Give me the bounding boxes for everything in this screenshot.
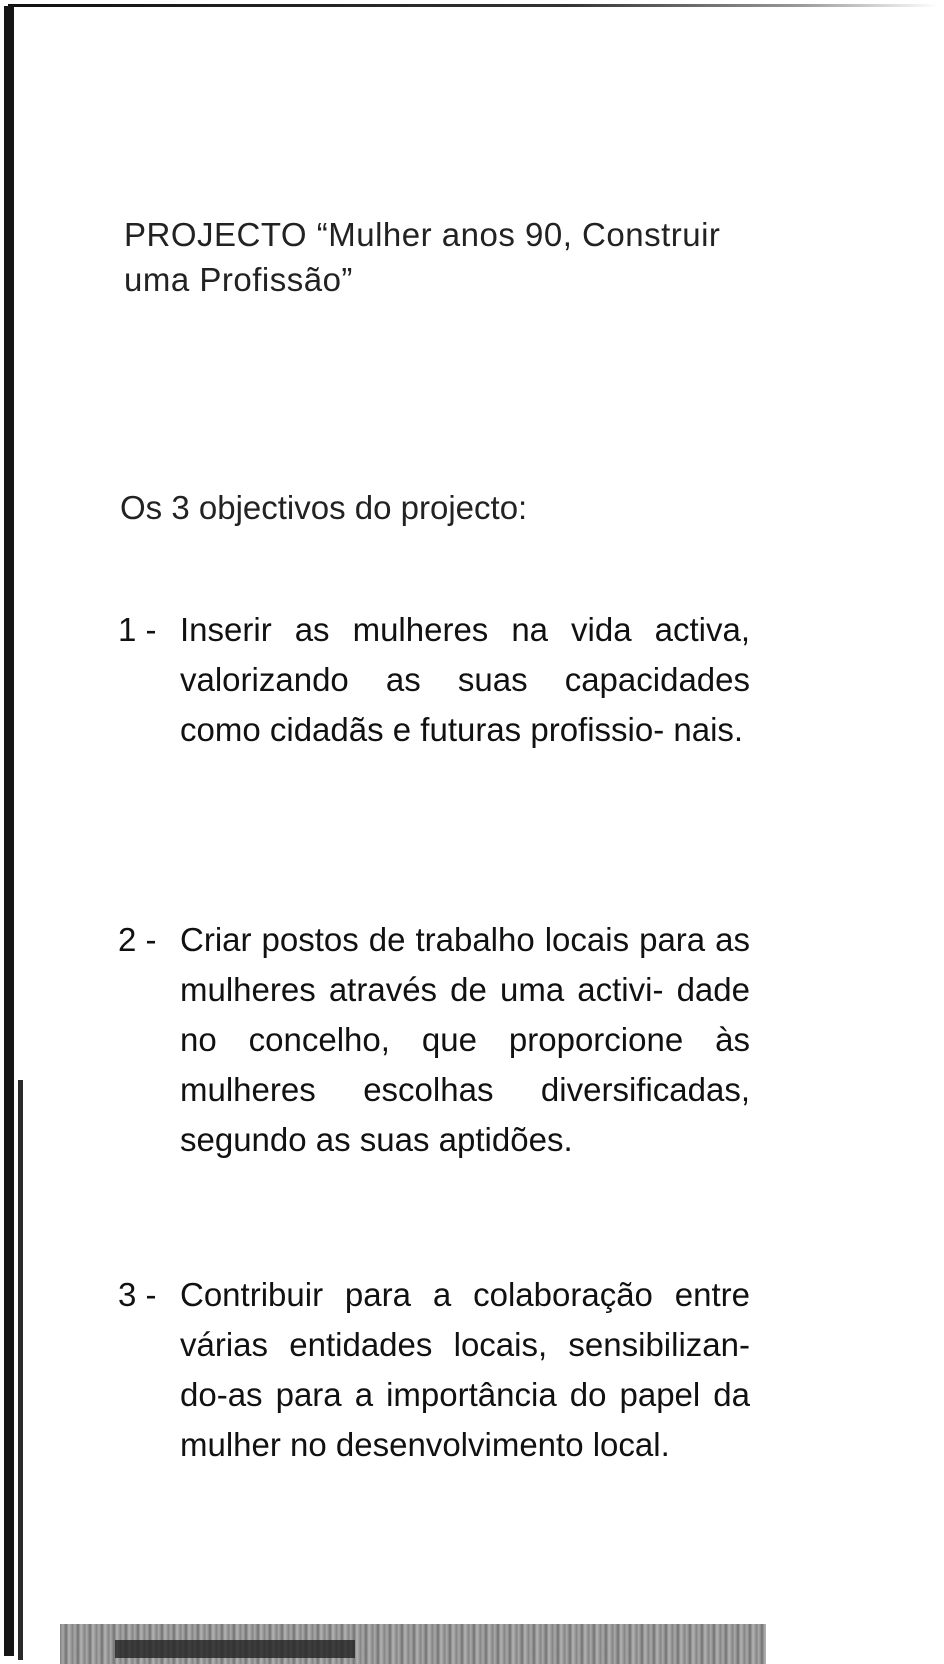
objective-item-1 [118,605,758,755]
objective-number: 3 - [118,1276,157,1313]
top-border-line [8,4,938,7]
title-line-2: uma Profissão” [124,261,353,298]
objective-text: Criar postos de trabalho locais para as mulheres através de uma activi- dade no concelho, que proporcione às mulheres escolhas diversificadas, segundo as suas aptidões. [180,921,750,1158]
title-line-1: PROJECTO “Mulher anos 90, Construir [124,216,721,253]
objective-number: 2 - [118,921,157,958]
bottom-scan-dark-band [115,1640,355,1658]
objective-item-2 [118,915,758,1165]
objective-text: Inserir as mulheres na vida activa, valorizando as suas capacidades como cidadãs e futuras profissio- nais. [180,611,750,748]
left-inner-border-line [18,1080,23,1660]
document-title [124,212,764,302]
left-border-line [4,6,14,1656]
objective-number: 1 - [118,611,157,648]
objectives-intro: Os 3 objectivos do projecto: [120,489,528,526]
objective-item-3 [118,1270,758,1470]
objective-text: Contribuir para a colaboração entre várias entidades locais, sensibilizan- do-as para a importância do papel da mulher no desenvolvimento local. [180,1276,750,1463]
